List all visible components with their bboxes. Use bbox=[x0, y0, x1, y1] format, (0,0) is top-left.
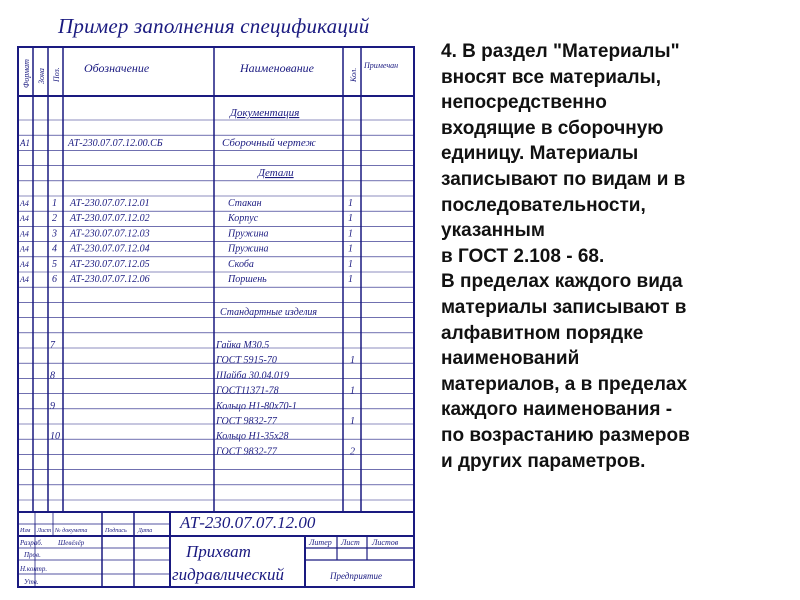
section-parts: Детали bbox=[258, 167, 294, 179]
text-line: непосредственно bbox=[441, 92, 607, 114]
explanation-text bbox=[441, 39, 795, 474]
part-pos: 6 bbox=[52, 274, 57, 285]
part-designation: АТ-230.07.07.12.02 bbox=[70, 213, 150, 225]
part-qty: 1 bbox=[348, 258, 353, 270]
part-qty: 1 bbox=[348, 274, 353, 285]
part-name: Стакан bbox=[228, 198, 262, 209]
stamp-company: Предприятие bbox=[330, 571, 383, 581]
std-name: ГОСТ 9832-77 bbox=[216, 446, 277, 458]
header-pos: Поз. bbox=[52, 67, 61, 82]
stamp-developer-name: Шевёлёр bbox=[58, 539, 85, 547]
text-line: указанным bbox=[441, 220, 545, 242]
text-line: материалы записывают в bbox=[441, 296, 687, 318]
stamp-col-doc: № докумета bbox=[55, 528, 88, 534]
part-qty: 1 bbox=[348, 228, 353, 240]
part-designation: АТ-230.07.07.12.06 bbox=[70, 274, 150, 285]
std-pos: 9 bbox=[50, 400, 55, 412]
std-name: Кольцо Н1-80х70-1 bbox=[216, 400, 297, 412]
header-name: Наименование bbox=[240, 61, 315, 75]
doc-name: Сборочный чертеж bbox=[222, 137, 316, 149]
part-format: А4 bbox=[20, 214, 29, 224]
stamp-name-line1: Прихват bbox=[186, 542, 251, 561]
std-name: Шайба 30.04.019 bbox=[216, 370, 289, 382]
std-pos: 8 bbox=[50, 370, 55, 382]
part-pos: 4 bbox=[52, 243, 57, 255]
part-format: А4 bbox=[20, 229, 29, 239]
stamp-row-developer: Разраб. bbox=[20, 539, 43, 547]
header-format: Формат bbox=[22, 59, 31, 88]
header-designation: Обозначение bbox=[84, 61, 150, 75]
part-format: А4 bbox=[20, 275, 29, 284]
std-pos: 10 bbox=[50, 431, 60, 443]
text-line: последовательности, bbox=[441, 194, 646, 216]
stamp-row-checked: Пров. bbox=[24, 551, 41, 559]
stamp-code: АТ-230.07.07.12.00 bbox=[180, 513, 316, 532]
stamp-col-sign: Подпись bbox=[105, 528, 127, 534]
text-line: каждого наименования - bbox=[441, 399, 673, 421]
part-qty: 1 bbox=[348, 198, 353, 209]
std-name: ГОСТ 5915-70 bbox=[216, 355, 277, 367]
header-qty: Кол. bbox=[349, 67, 358, 82]
text-line: по возрастанию размеров bbox=[441, 424, 690, 446]
std-qty: 1 bbox=[350, 355, 355, 367]
doc-format: А1 bbox=[20, 138, 30, 148]
std-name: ГОСТ 9832-77 bbox=[216, 416, 277, 427]
part-name: Поршень bbox=[228, 274, 267, 285]
std-qty: 1 bbox=[350, 385, 355, 397]
text-line: наименований bbox=[441, 348, 580, 370]
text-line: В пределах каждого вида bbox=[441, 271, 683, 293]
part-qty: 1 bbox=[348, 243, 353, 255]
part-pos: 5 bbox=[52, 258, 57, 270]
standard-parts-rows bbox=[50, 340, 355, 457]
part-pos: 3 bbox=[52, 228, 57, 240]
std-name: ГОСТ11371-78 bbox=[216, 385, 279, 397]
text-line: материалов, а в пределах bbox=[441, 373, 688, 395]
std-qty: 2 bbox=[350, 446, 355, 458]
std-pos: 7 bbox=[50, 340, 55, 351]
part-pos: 2 bbox=[52, 213, 57, 225]
stamp-sheet: Лист bbox=[341, 538, 360, 547]
text-line: и других параметров. bbox=[441, 450, 646, 472]
part-format: А4 bbox=[20, 244, 29, 254]
part-designation: АТ-230.07.07.12.05 bbox=[70, 258, 150, 270]
part-name: Пружина bbox=[228, 228, 269, 240]
stamp-row-approved: Утв. bbox=[24, 578, 39, 586]
text-line: единицу. Материалы bbox=[441, 143, 639, 165]
part-qty: 1 bbox=[348, 213, 353, 225]
std-name: Кольцо Н1-35х28 bbox=[216, 431, 289, 443]
std-name: Гайка М30.5 bbox=[216, 340, 270, 351]
part-pos: 1 bbox=[52, 198, 57, 209]
stamp-col-change: Изм bbox=[20, 528, 31, 534]
part-designation: АТ-230.07.07.12.01 bbox=[70, 198, 150, 209]
text-line: вносят все материалы, bbox=[441, 66, 662, 88]
stamp-name-line2: гидравлический bbox=[172, 565, 284, 584]
stamp-col-sheet: Лист bbox=[37, 528, 52, 534]
stamp-sheets: Листов bbox=[372, 538, 399, 547]
section-standard-parts: Стандартные изделия bbox=[220, 307, 318, 318]
text-line: алфавитном порядке bbox=[441, 322, 644, 344]
stamp-liter: Литер bbox=[309, 538, 332, 547]
part-format: А4 bbox=[20, 259, 29, 269]
part-format: А4 bbox=[20, 199, 29, 208]
stamp-col-date: Дата bbox=[138, 528, 153, 534]
text-line: записывают по видам и в bbox=[441, 168, 686, 190]
header-note: Примечан bbox=[364, 61, 399, 70]
std-qty: 1 bbox=[350, 416, 355, 427]
text-line: 4. В раздел "Материалы" bbox=[441, 41, 680, 62]
slide-title: Пример заполнения спецификаций bbox=[58, 14, 370, 38]
stamp-row-norm: Н.контр. bbox=[20, 565, 48, 573]
part-designation: АТ-230.07.07.12.03 bbox=[70, 228, 150, 240]
part-name: Скоба bbox=[228, 258, 254, 270]
text-line: входящие в сборочную bbox=[441, 117, 664, 139]
part-name: Корпус bbox=[228, 213, 259, 225]
section-documentation: Документация bbox=[230, 107, 300, 119]
part-name: Пружина bbox=[228, 243, 269, 255]
text-line: в ГОСТ 2.108 - 68. bbox=[441, 245, 605, 267]
header-zone: Зона bbox=[37, 68, 46, 84]
part-designation: АТ-230.07.07.12.04 bbox=[70, 243, 150, 255]
doc-designation: АТ-230.07.07.12.00.СБ bbox=[68, 138, 163, 149]
